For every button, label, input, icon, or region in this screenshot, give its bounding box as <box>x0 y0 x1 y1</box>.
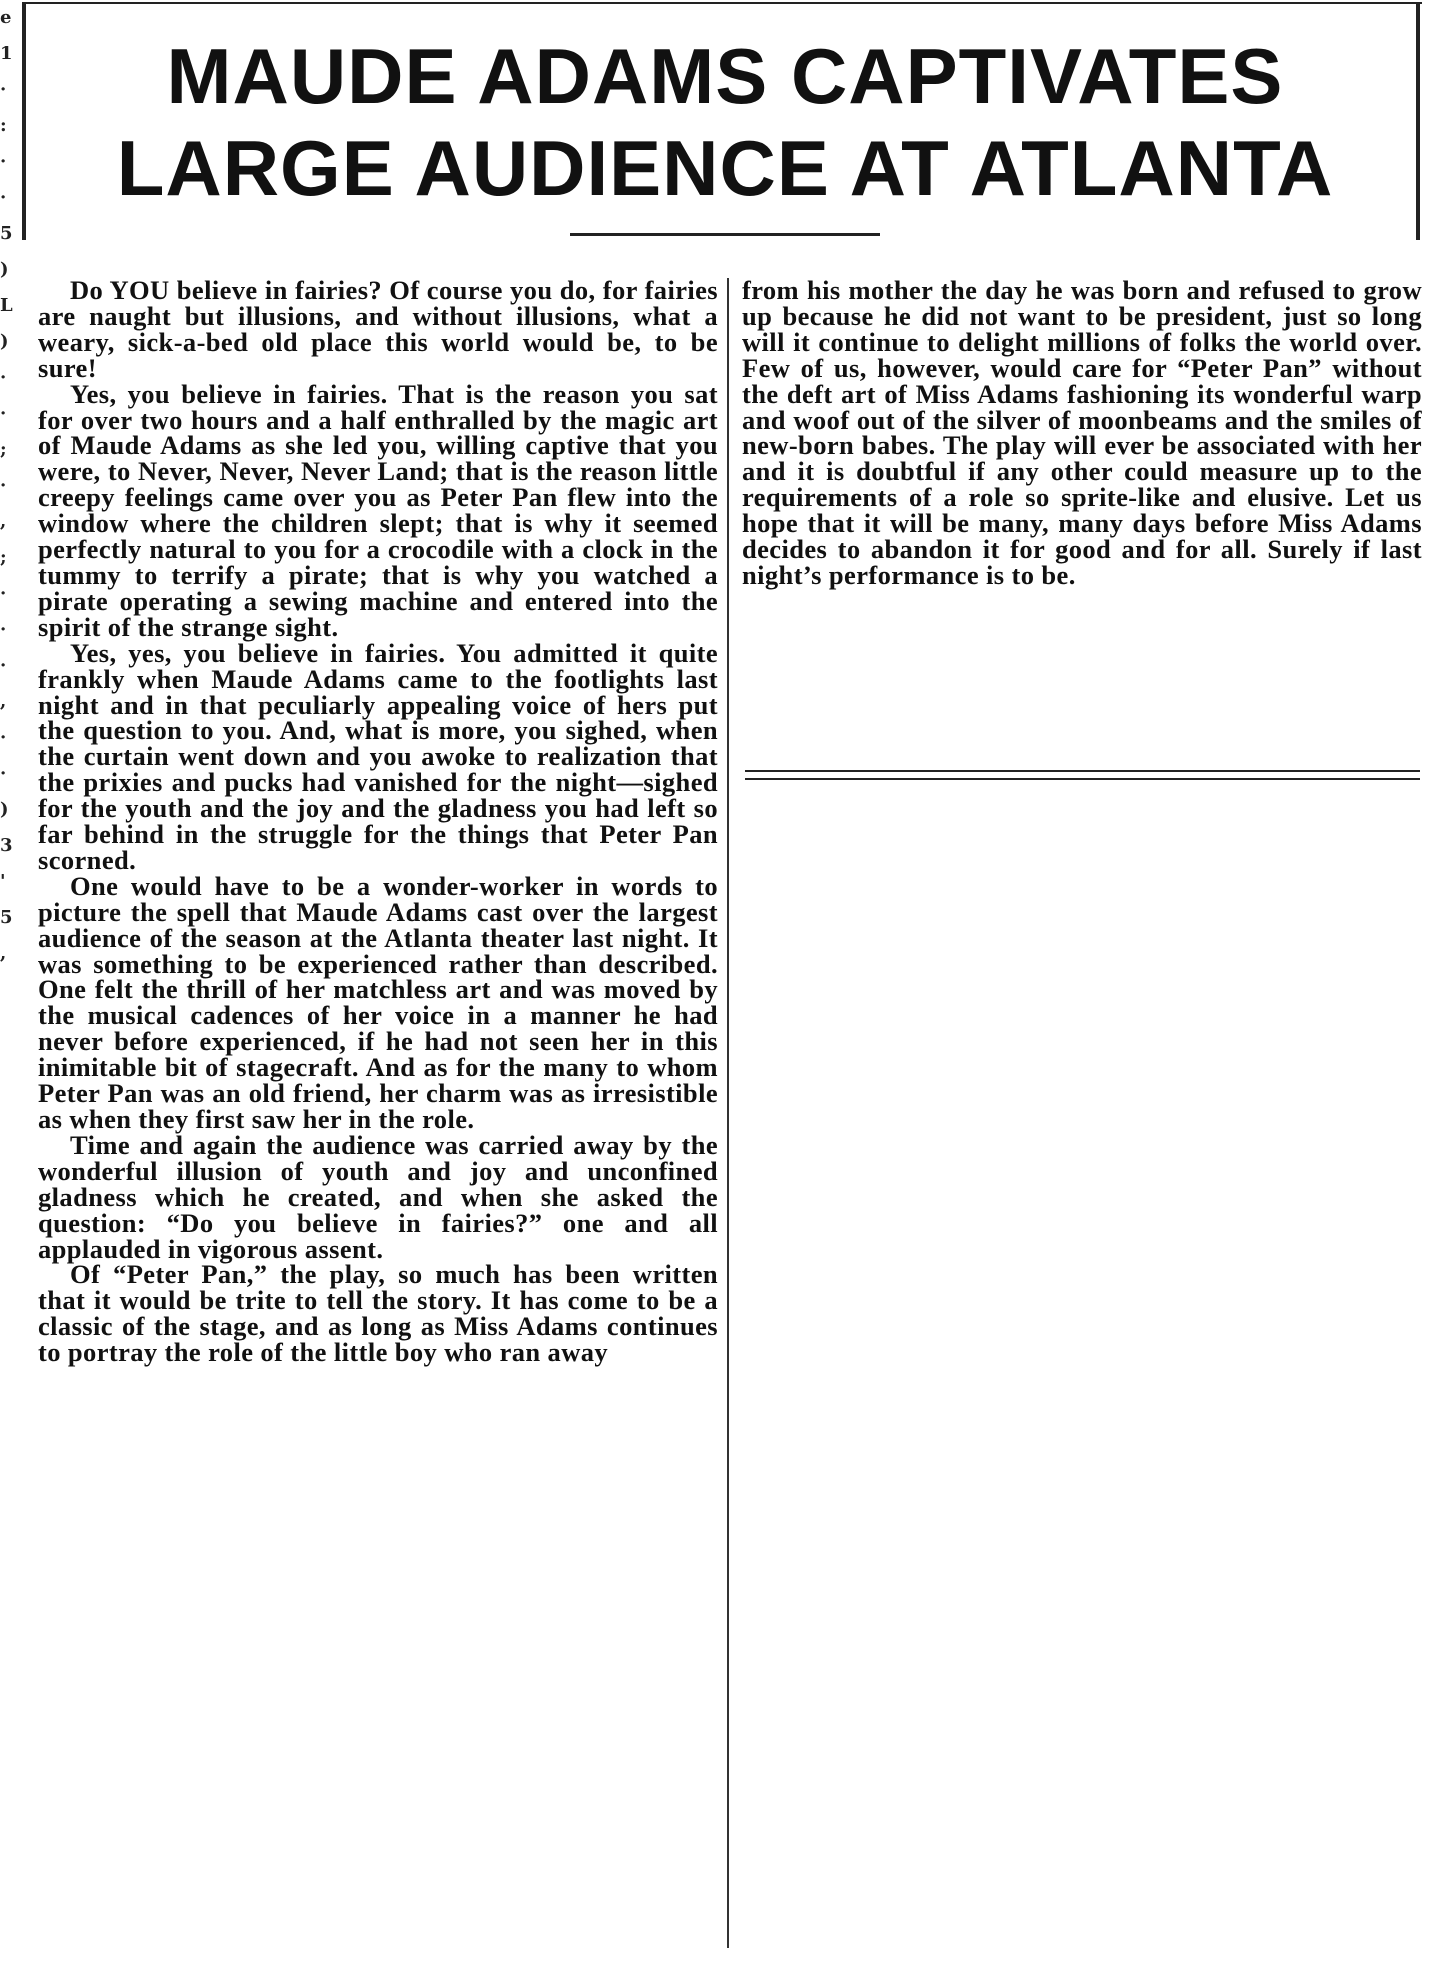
headline-line-1: MAUDE ADAMS CAPTIVATES <box>166 32 1284 120</box>
paragraph: Yes, you believe in fairies. That is the reason you sat for over two hours and a half enthralled by the magic art of Maude Adams as she led you, willing captive that you were, to Never, Never, Never Land; that is the reason little creepy feelings came over you as Peter Pan flew into the window where the children slept; that is why it seemed perfectly natural to you for a crocodile with a clock in the tummy to terrify a pirate; that is why you watched a pirate operating a sewing machine and entered into the spirit of the strange sight. <box>38 378 718 642</box>
article-headline <box>30 30 1420 214</box>
paragraph: One would have to be a wonder-worker in words to picture the spell that Maude Adams cast over the largest audience of the season at the Atlanta theater last night. It was something to be experienced rather than described. One felt the thrill of her matchless art and was moved by the musical cadences of her voice in a manner he had never before experienced, if he had not seen her in this inimitable bit of stagecraft. And as for the many to whom Peter Pan was an old friend, her charm was as irresistible as when they first saw her in the role. <box>38 870 718 1134</box>
column-divider <box>727 278 729 1948</box>
article-end-rule <box>745 770 1420 772</box>
paragraph: Of “Peter Pan,” the play, so much has been written that it would be trite to tell the story. It has come to be a classic of the stage, and as long as Miss Adams continues to portray the role of the little boy who ran away <box>38 1259 718 1368</box>
paragraph: Do YOU believe in fairies? Of course you do, for fairies are naught but illusions, and without illusions, what a weary, sick-a-bed old place this world would be, to be sure! <box>38 278 718 383</box>
article-end-rule <box>745 778 1420 780</box>
headline-rule <box>570 233 880 236</box>
paragraph: Yes, yes, you believe in fairies. You admitted it quite frankly when Maude Adams came to the footlights last night and in that peculiarly appealing voice of hers put the question to you. And, what is more, you sighed, when the curtain went down and you awoke to realization that the prixies and pucks had vanished for the night—sighed for the youth and the joy and the gladness you had left so far behind in the struggle for the things that Peter Pan scorned. <box>38 637 718 875</box>
headline-box-top-border <box>22 2 1422 4</box>
paragraph: Time and again the audience was carried away by the wonderful illusion of youth and joy and unconfined gladness which he created, and when she asked the question: “Do you believe in fairies?” one and all applauded in vigorous assent. <box>38 1129 718 1264</box>
headline-box-left-border <box>22 2 26 240</box>
headline-line-2: LARGE AUDIENCE AT ATLANTA <box>116 124 1334 212</box>
article-column-right <box>742 275 1422 590</box>
adjacent-column-fragment: e 1 · : · · 5 ) L ) · · ; · , ; · · · , · · ) 3 ' 5 , <box>0 7 13 964</box>
paragraph: from his mother the day he was born and refused to grow up because he did not want to be president, just so long will it continue to delight millions of folks the world over. Few of us, however, would care for “Peter Pan” without the deft art of Miss Adams fashioning its wonderful warp and woof out of the silver of moonbeams and the smiles of new-born babes. The play will ever be associated with her and it is doubtful if any other could measure up to the requirements of a role so sprite-like and elusive. Let us hope that it will be many, many days before Miss Adams decides to abandon it for good and for all. Surely if last night’s performance is to be. <box>742 275 1422 590</box>
article-column-left <box>38 278 718 1958</box>
